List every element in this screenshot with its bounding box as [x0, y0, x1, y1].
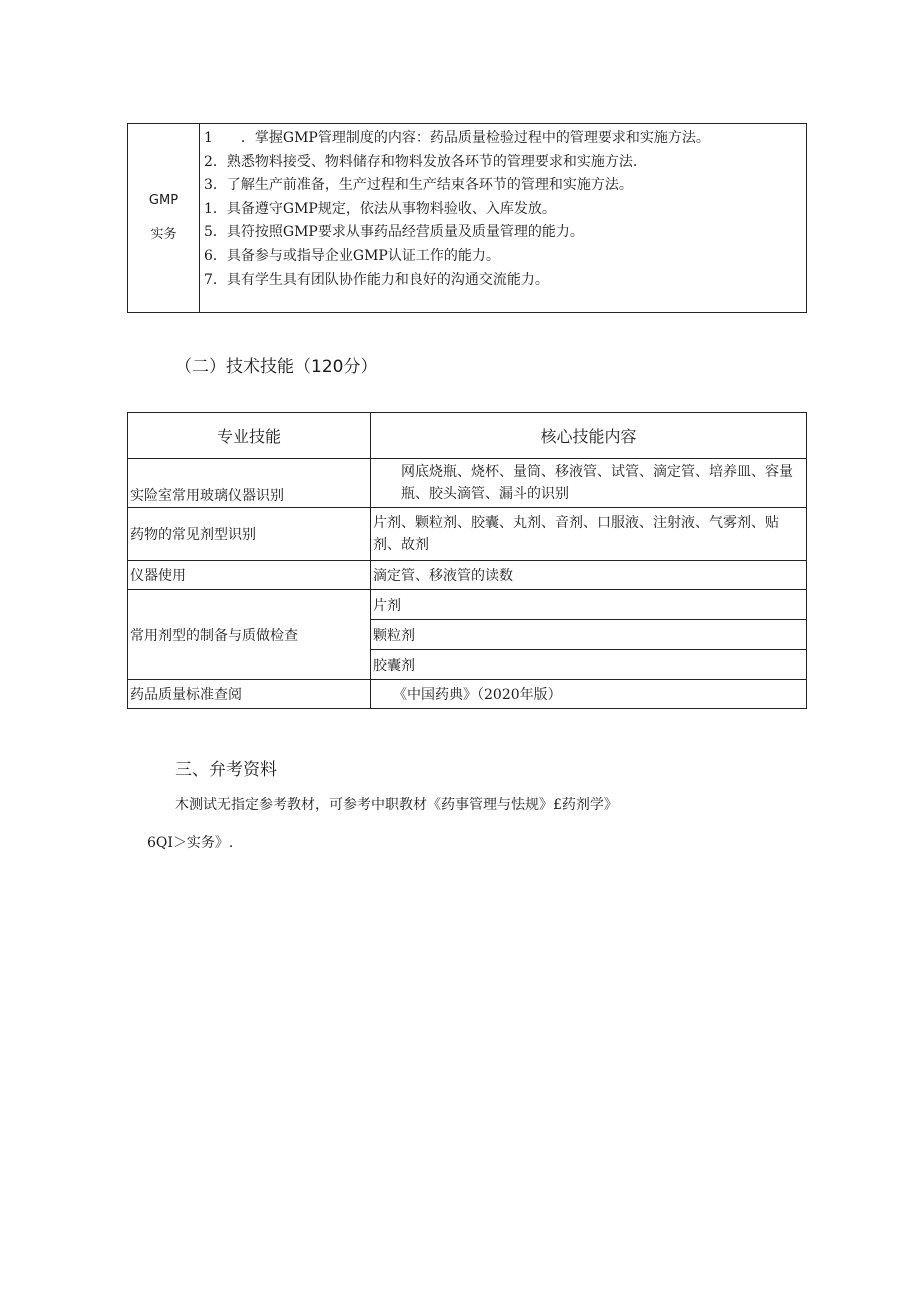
gmp-item: 5．具符按照GMP要求从事药品经营质量及质量管理的能力。: [204, 224, 584, 241]
gmp-item: 7．具有学生具有团队协作能力和良好的沟通交流能力。: [204, 271, 549, 288]
references-text-line1: 木测试无指定参考教材，可参考中职教材《药事管理与怯规》£药剂学》: [175, 797, 618, 813]
gmp-label-cell: [128, 124, 200, 313]
gmp-item: 2．熟悉物料接受、物料储存和物料发放各环节的管理要求和实施方法.: [204, 153, 638, 170]
content-cell: 胶囊剂: [371, 650, 807, 680]
header-skill: 专业技能: [128, 413, 371, 459]
content-cell: 片剂、颗粒剂、胶囊、丸剂、音剂、口服液、注射液、气雾剂、贴剂、故剂: [371, 508, 807, 561]
gmp-item: 6．具备参与或指导企业GMP认证工作的能力。: [204, 247, 500, 264]
gmp-item: 1．具备遵守GMP规定，依法从事物料验收、入库发放。: [204, 200, 556, 217]
gmp-label-top: GMP: [148, 193, 179, 209]
gmp-items-cell: [200, 124, 807, 313]
skill-cell: 药物的常见剂型识别: [128, 508, 371, 561]
section-heading-tech-skills: （二）技术技能（120分）: [175, 357, 378, 377]
gmp-practice-table: [127, 123, 807, 313]
content-cell: 片剂: [371, 590, 807, 620]
skill-cell: 药品质量标准查阅: [128, 680, 371, 709]
gmp-label-bottom: 实务: [150, 227, 177, 243]
gmp-item: 1 ．掌握GMP管理制度的内容：药品质量检验过程中的管理要求和实施方法。: [204, 130, 710, 146]
skills-table: [127, 412, 807, 709]
skill-cell: 常用剂型的制备与质做检查: [128, 590, 371, 680]
content-cell: 网底烧瓶、烧杯、量筒、移液管、试管、滴定管、培养皿、容量瓶、胶头滴管、漏斗的识别: [371, 459, 807, 508]
content-cell: 颗粒剂: [371, 620, 807, 650]
skill-cell: 仪器使用: [128, 561, 371, 590]
references-text-line2: 6QI＞实务》.: [147, 835, 234, 851]
content-cell: 滴定管、移液管的读数: [371, 561, 807, 590]
section-heading-references: 三、弁考资料: [175, 760, 277, 780]
gmp-item: 3．了解生产前准备，生产过程和生产结束各环节的管理和实施方法。: [204, 177, 633, 194]
header-content: 核心技能内容: [371, 413, 807, 459]
skill-cell: 实险室常用玻璃仪器识别: [128, 459, 371, 508]
content-cell: 《中国药典》（2020年版）: [371, 680, 807, 709]
